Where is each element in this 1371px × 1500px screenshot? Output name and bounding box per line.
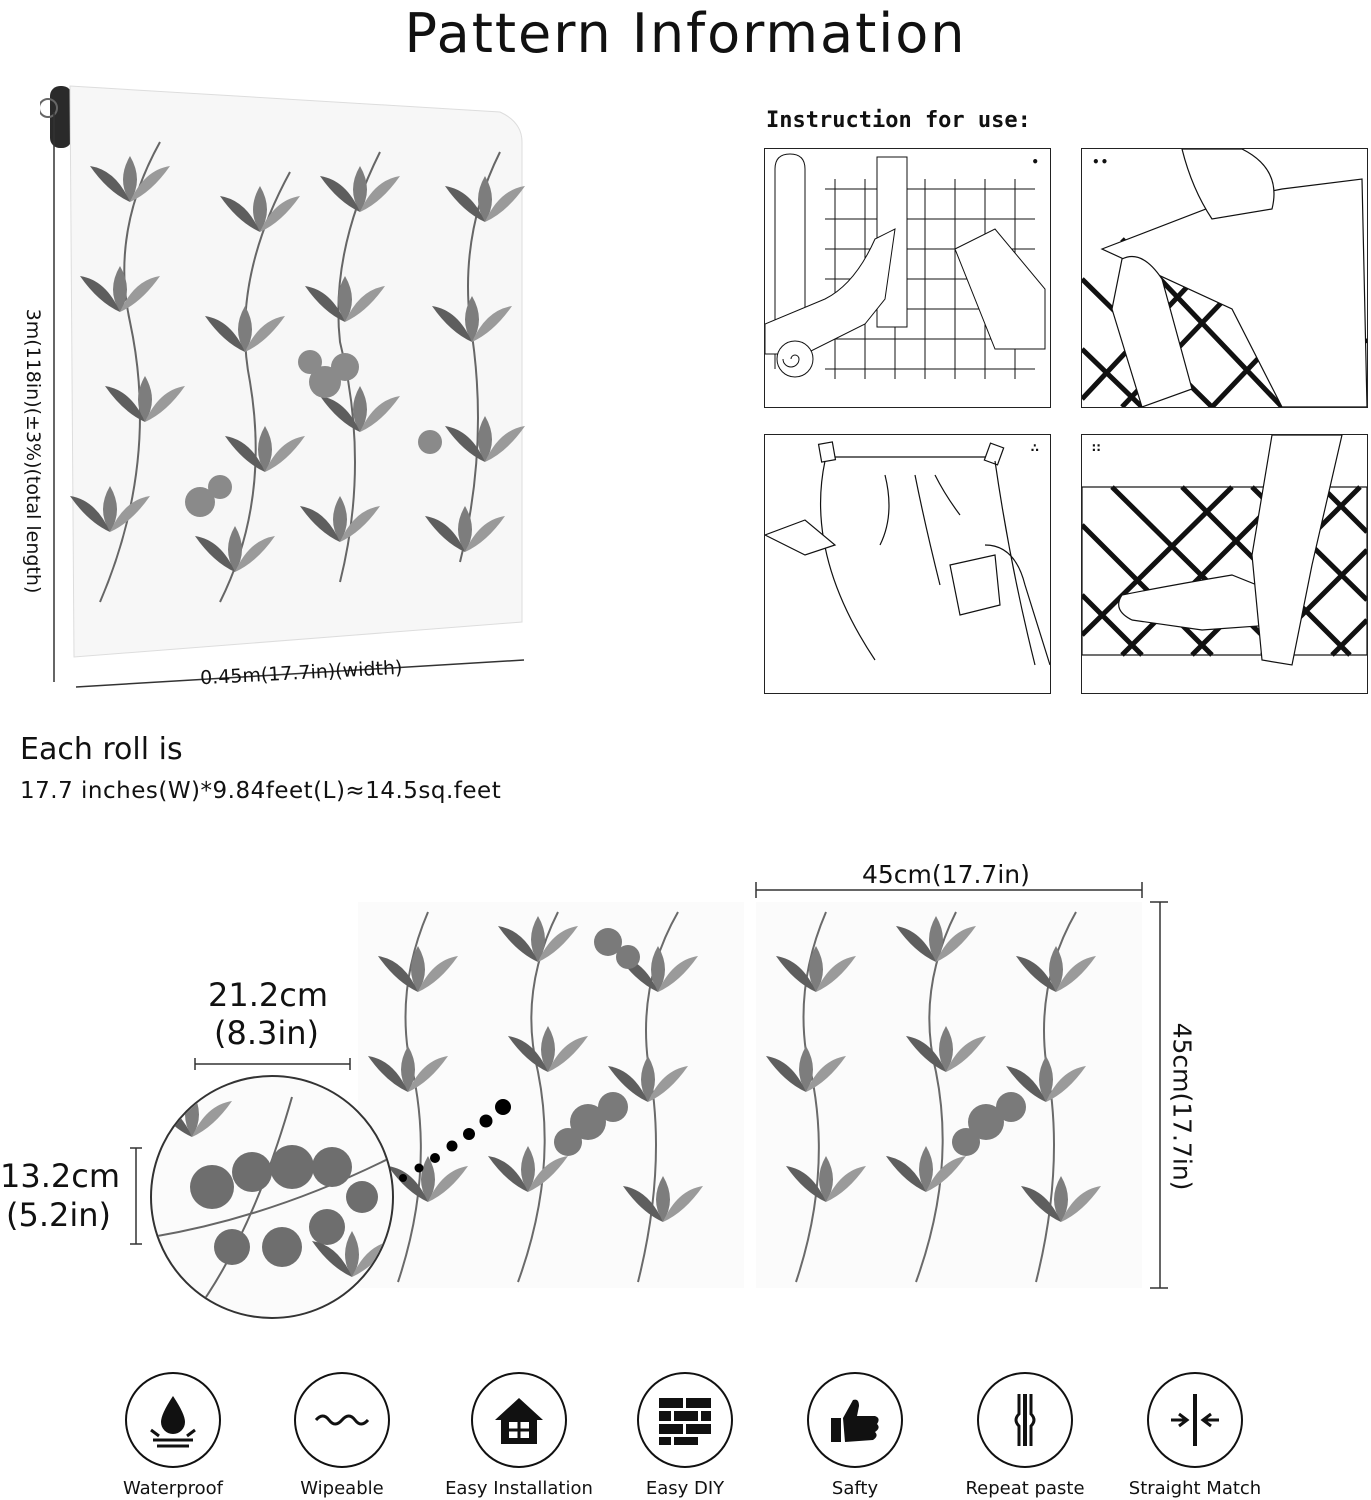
thumbs-up-icon <box>807 1372 903 1468</box>
feature-waterproof <box>98 1372 248 1499</box>
feature-label: Repeat paste <box>965 1478 1085 1499</box>
roll-width-label: 0.45m(17.7in)(width) <box>199 656 403 690</box>
feature-wipeable <box>267 1372 417 1499</box>
each-roll-heading: Each roll is <box>20 732 183 767</box>
page-title: Pattern Information <box>404 2 967 65</box>
step-marker: • <box>1031 155 1040 169</box>
feature-label: Straight Match <box>1128 1478 1262 1499</box>
feature-label: Easy Installation <box>445 1478 593 1499</box>
roll-length-label: 3m(118in)(±3%)(total length) <box>22 308 44 594</box>
smoothing-illustration <box>1082 435 1367 693</box>
feature-safty <box>780 1372 930 1499</box>
feature-easy-diy <box>610 1372 760 1499</box>
repeat-paste-icon <box>977 1372 1073 1468</box>
each-roll-spec: 17.7 inches(W)*9.84feet(L)≈14.5sq.feet <box>20 778 502 804</box>
feature-label: Safty <box>831 1478 879 1499</box>
pattern-detail-zoom <box>150 1075 394 1319</box>
feature-label: Waterproof <box>122 1478 223 1499</box>
wallpaper-roll-illustration <box>40 82 540 702</box>
feature-easy-installation <box>444 1372 594 1499</box>
step-marker: •• <box>1092 155 1110 169</box>
step-marker: ∴ <box>1030 441 1040 455</box>
repeat-width-label: 45cm(17.7in) <box>862 860 1030 889</box>
detail-height-cm-label: 13.2cm <box>0 1157 121 1195</box>
wave-icon <box>294 1372 390 1468</box>
instruction-step-1 <box>764 148 1051 408</box>
instruction-step-2 <box>1081 148 1368 408</box>
feature-repeat-paste <box>950 1372 1100 1499</box>
repeat-height-label: 45cm(17.7in) <box>1167 1022 1197 1191</box>
cutting-illustration <box>765 149 1050 407</box>
instruction-step-4 <box>1081 434 1368 694</box>
brick-wall-icon <box>637 1372 733 1468</box>
instruction-step-3 <box>764 434 1051 694</box>
straight-match-icon <box>1147 1372 1243 1468</box>
detail-width-in-label: (8.3in) <box>214 1014 320 1052</box>
house-icon <box>471 1372 567 1468</box>
detail-height-in-label: (5.2in) <box>6 1196 112 1234</box>
feature-label: Easy DIY <box>645 1478 725 1499</box>
detail-width-cm-label: 21.2cm <box>208 976 329 1014</box>
peeling-illustration <box>1082 149 1367 407</box>
water-drop-icon <box>125 1372 221 1468</box>
instructions-title: Instruction for use: <box>766 108 1031 133</box>
hanging-illustration <box>765 435 1050 693</box>
feature-label: Wipeable <box>300 1478 384 1499</box>
step-marker: ∷ <box>1092 441 1102 455</box>
feature-straight-match <box>1120 1372 1270 1499</box>
